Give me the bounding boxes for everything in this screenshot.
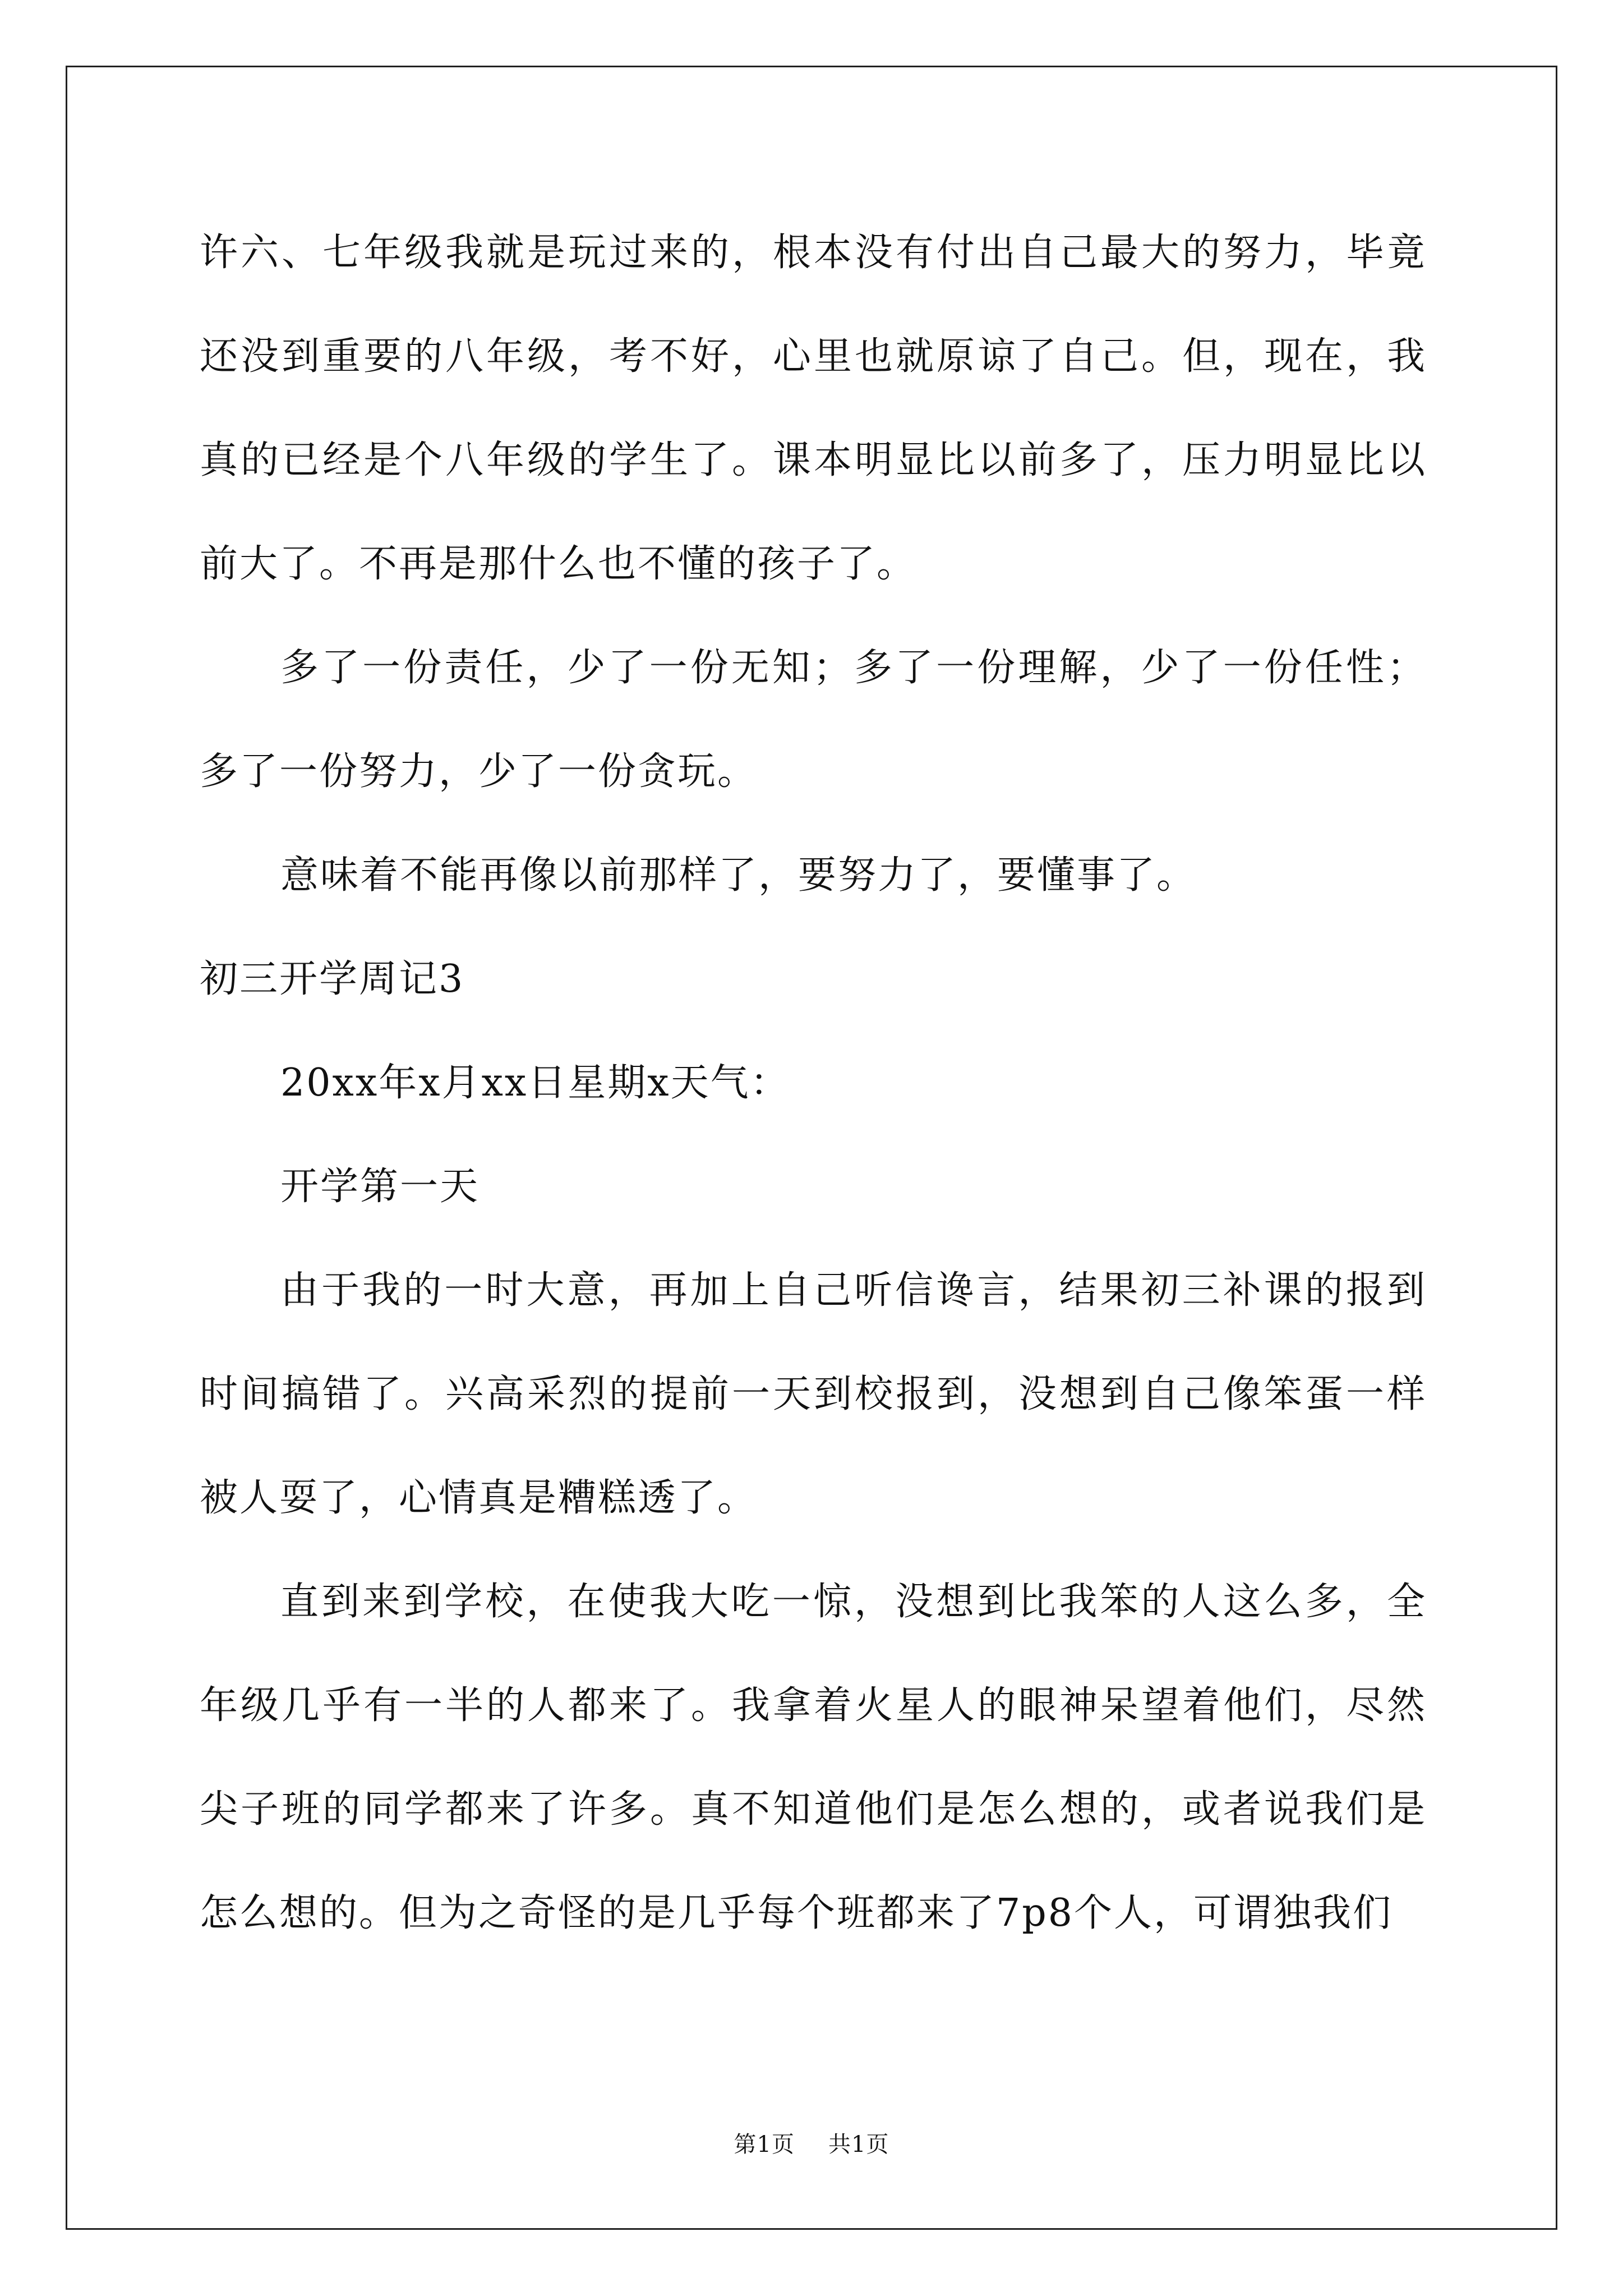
section-heading: 初三开学周记3 [200, 957, 465, 1001]
entry-title: 开学第一天 [280, 1165, 480, 1209]
paragraph: 意味着不能再像以前那样了，要努力了，要懂事了。 [280, 853, 1197, 898]
paragraph: 直到来到学校，在使我大吃一惊，没想到比我笨的人这么多，全年级几乎有一半的人都来了。我拿着火星人的眼神呆望着他们，尽然尖子班的同学都来了许多。真不知道他们是怎么想的，或者说我们是怎么想的。但为之奇怪的是几乎每个班都来了7p8个人，可谓独我们 [200, 1580, 1427, 1935]
page-number: 第1页 [734, 2132, 795, 2157]
page-footer [0, 2128, 1623, 2161]
paragraph: 由于我的一时大意，再加上自己听信谗言，结果初三补课的报到时间搞错了。兴高采烈的提前一天到校报到，没想到自己像笨蛋一样被人耍了，心情真是糟糕透了。 [200, 1268, 1427, 1520]
document-body [200, 201, 1427, 1965]
paragraph: 许六、七年级我就是玩过来的，根本没有付出自己最大的努力，毕竟还没到重要的八年级，考不好，心里也就原谅了自己。但，现在，我真的已经是个八年级的学生了。课本明显比以前多了，压力明显比以前大了。不再是那什么也不懂的孩子了。 [200, 231, 1427, 586]
paragraph: 多了一份责任，少了一份无知；多了一份理解，少了一份任性；多了一份努力，少了一份贪玩。 [200, 646, 1427, 794]
page-total: 共1页 [828, 2132, 889, 2157]
date-line: 20xx年x月xx日星期x天气： [280, 1061, 790, 1105]
